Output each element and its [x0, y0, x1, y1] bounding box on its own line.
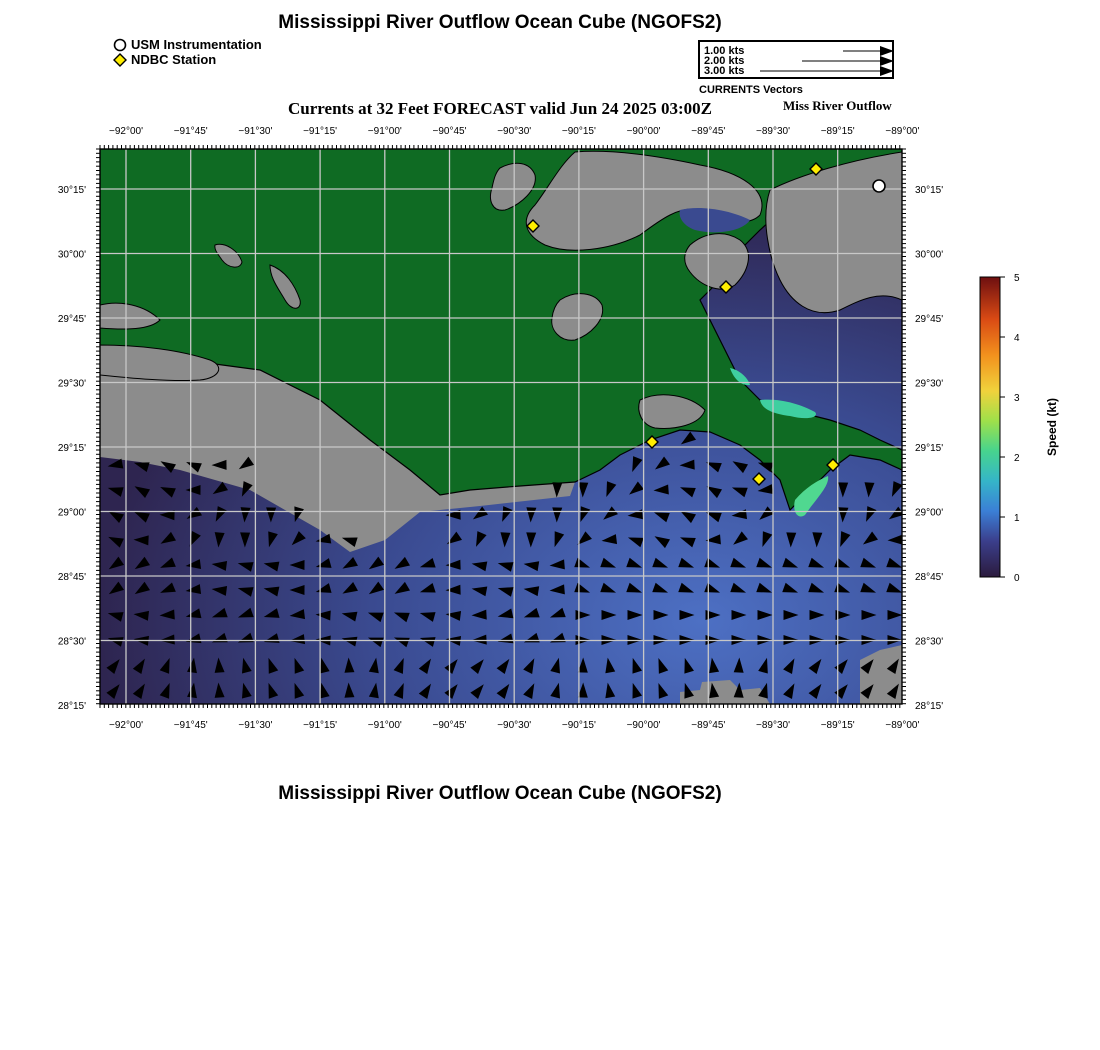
page-title: Mississippi River Outflow Ocean Cube (NGOFS2) — [278, 12, 722, 33]
lon-tick-label: −89°15' — [820, 126, 855, 137]
lat-tick-label: 29°30' — [57, 378, 86, 390]
lat-tick-label: 30°15' — [915, 185, 944, 196]
colorbar — [960, 260, 1080, 590]
colorbar-label: Speed (kt) — [1045, 397, 1059, 457]
lon-tick-label: −92°00' — [109, 720, 143, 731]
lon-tick-label: −91°30' — [238, 720, 273, 731]
legend-usm-label: USM Instrumentation — [131, 37, 262, 52]
lon-tick-label: −91°15' — [303, 720, 338, 731]
lat-tick-label: 30°15' — [57, 185, 86, 196]
lon-tick-label: −90°00' — [626, 720, 661, 731]
lat-tick-label: 28°45' — [57, 572, 86, 583]
lon-tick-label: −90°45' — [432, 126, 467, 137]
lat-tick-label: 29°45' — [57, 314, 86, 325]
lat-tick-label: 28°15' — [915, 701, 944, 712]
lon-tick-label: −90°30' — [497, 126, 532, 137]
lon-tick-label: −91°30' — [238, 126, 273, 137]
lon-tick-label: −89°15' — [820, 720, 855, 731]
lat-tick-label: 29°00' — [57, 507, 86, 519]
colorbar-ramp — [980, 277, 1000, 577]
colorbar-ticks — [1000, 273, 1020, 584]
colorbar-tick-label: 4 — [1014, 333, 1020, 344]
lon-labels-top — [109, 126, 919, 137]
lat-tick-label: 30°00' — [915, 249, 944, 261]
lon-tick-label: −89°30' — [756, 126, 790, 137]
legend-ndbc-label: NDBC Station — [131, 52, 217, 67]
lat-labels-left — [58, 185, 86, 712]
colorbar-tick-label: 2 — [1014, 453, 1020, 464]
lon-tick-label: −89°30' — [756, 720, 790, 731]
lat-tick-label: 28°30' — [915, 636, 944, 648]
lon-tick-label: −91°15' — [303, 126, 338, 137]
lon-tick-label: −89°45' — [691, 126, 726, 137]
lon-tick-label: −91°00' — [367, 720, 402, 731]
lat-tick-label: 29°45' — [915, 314, 944, 325]
lon-tick-label: −91°45' — [173, 720, 208, 731]
vector-key-row-2: 2.00 kts — [704, 55, 745, 67]
lat-tick-label: 30°00' — [57, 249, 86, 261]
lon-tick-label: −89°45' — [691, 720, 726, 731]
lat-labels-right — [915, 185, 943, 712]
map-subtitle: Currents at 32 Feet FORECAST valid Jun 24 2025 03:00Z — [288, 99, 712, 118]
colorbar-tick-label: 5 — [1014, 273, 1020, 284]
lon-tick-label: −89°00' — [885, 126, 920, 137]
lon-labels-bottom — [109, 720, 919, 731]
colorbar-tick-label: 3 — [1014, 393, 1020, 404]
lat-tick-label: 28°15' — [57, 701, 86, 712]
lat-tick-label: 28°30' — [57, 636, 86, 648]
usm-instrument-marker[interactable] — [873, 180, 885, 192]
lon-tick-label: −89°00' — [885, 720, 920, 731]
lat-tick-label: 29°15' — [915, 443, 944, 454]
lat-tick-label: 28°45' — [915, 572, 944, 583]
lon-tick-label: −91°45' — [173, 126, 208, 137]
lat-tick-label: 29°00' — [915, 507, 944, 519]
vector-key-caption: CURRENTS Vectors — [699, 84, 803, 96]
lon-tick-label: −90°30' — [497, 720, 532, 731]
lon-tick-label: −90°45' — [432, 720, 467, 731]
lat-tick-label: 29°30' — [915, 378, 944, 390]
lon-tick-label: −92°00' — [109, 126, 143, 137]
vector-key-row-1: 1.00 kts — [704, 45, 745, 57]
lon-tick-label: −90°00' — [626, 126, 661, 137]
region-label: Miss River Outflow — [783, 98, 892, 113]
vector-key-row-3: 3.00 kts — [704, 65, 745, 77]
lon-tick-label: −90°15' — [561, 720, 596, 731]
lat-tick-label: 29°15' — [57, 443, 86, 454]
colorbar-tick-label: 0 — [1014, 573, 1020, 584]
lon-tick-label: −90°15' — [561, 126, 596, 137]
lon-tick-label: −91°00' — [367, 126, 402, 137]
page-title-bottom: Mississippi River Outflow Ocean Cube (NGOFS2) — [278, 783, 722, 804]
colorbar-tick-label: 1 — [1014, 513, 1020, 524]
